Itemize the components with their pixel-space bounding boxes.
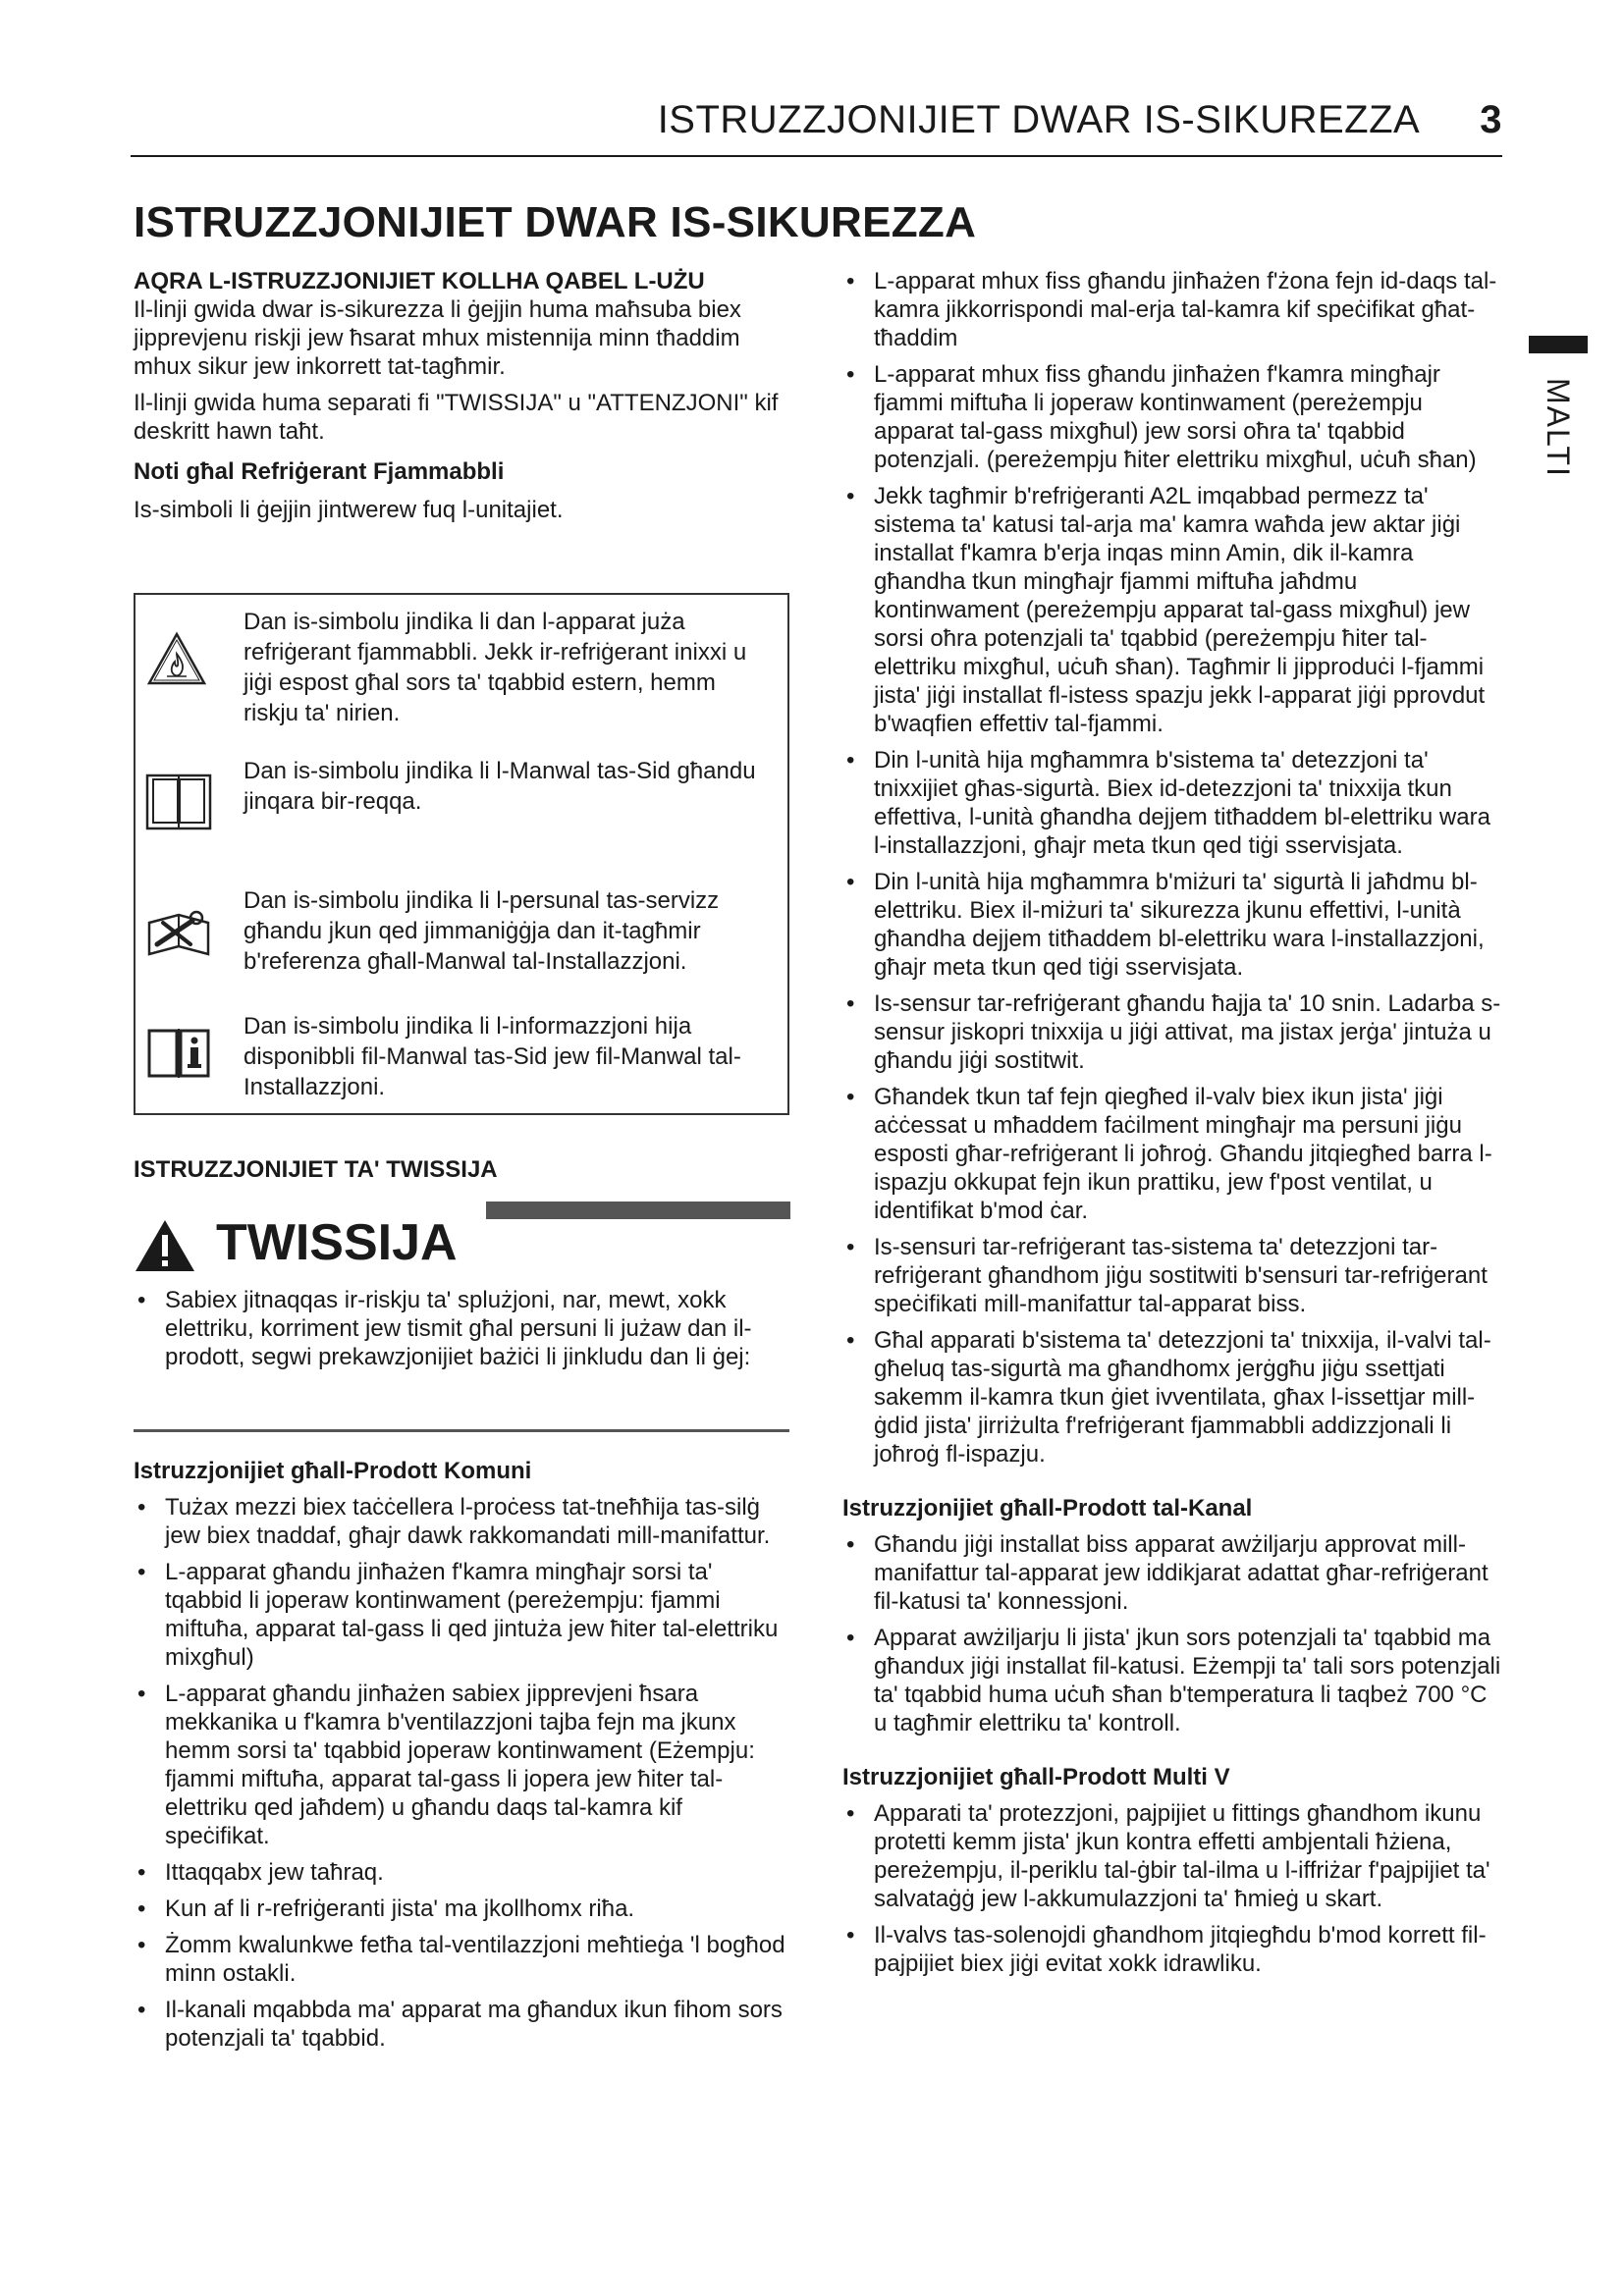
common-heading: Istruzzjonijiet għall-Prodott Komuni: [134, 1458, 532, 1484]
list-item: • Sabiex jitnaqqas ir-riskju ta' splużjoni, nar, mewt, xokk elettriku, korriment jew tismit għal persuni li jużaw dan il-prodott, segwi prekawzjonijiet bażiċi li jinkludu dan li ġej:: [134, 1286, 789, 1371]
list-item: • Ittaqqabx jew taħraq.: [134, 1858, 793, 1887]
right-column: [842, 267, 1506, 1986]
list-item: • Din l-unità hija mgħammra b'sistema ta' detezzjoni ta' tnixxijiet għas-sigurtà. Biex id-detezzjoni ta' tnixxija tkun effettiva, l-unità għandha dejjem titħaddem bl-elettriku wara l-installazzjoni, għajr meta tkun qed tiġi sservisjata.: [842, 746, 1506, 860]
service-tool-icon: [143, 899, 210, 970]
warning-label: TWISSIJA: [216, 1214, 458, 1271]
warning-list: [134, 1286, 789, 1379]
channel-heading: Istruzzjonijiet għall-Prodott tal-Kanal: [842, 1495, 1253, 1522]
list-item: • Is-sensur tar-refriġerant għandu ħajja ta' 10 snin. Ladarba s-sensur jiskopri tnixxija u jiġi attivat, ma jistax jerġa' jintuża u għandu jiġi sostitwit.: [842, 989, 1506, 1075]
intro-paragraph-1: Il-linji gwida dwar is-sikurezza li ġejjin huma maħsuba biex jipprevjenu riskji jew ħsarat mhux mistennija minn tħaddim mhux sikur jew inkorrett tat-tagħmir.: [134, 296, 741, 380]
list-item: • Għandu jiġi installat biss apparat awżiljarju approvat mill-manifattur tal-apparat jew iddikjarat adattat għar-refriġerant fil-katusi ta' konnessjoni.: [842, 1530, 1506, 1616]
symbol-text: Dan is-simbolu jindika li dan l-apparat juża refriġerant fjammabbli. Jekk ir-refriġerant inixxi u jiġi espost għal sors ta' tqabbid estern, hemm riskju ta' nirien.: [244, 609, 747, 726]
list-item: • Apparat awżiljarju li jista' jkun sors potenzjali ta' tqabbid ma għandux jiġi installat fil-katusi. Eżempji ta' tali sors potenzjali ta' tqabbid huma uċuħ sħan b'temperatura li taqbeż 700 °C u tagħmir elettriku ta' kontroll.: [842, 1624, 1506, 1737]
multiv-heading: Istruzzjonijiet għall-Prodott Multi V: [842, 1764, 1230, 1790]
page-title: ISTRUZZJONIJIET DWAR IS-SIKUREZZA: [134, 198, 977, 246]
list-item: • Għandek tkun taf fejn qiegħed il-valv biex ikun jista' jiġi aċċessat u mħaddem faċilment mingħajr ma persuni jiġu esposti għar-refriġerant li joħroġ. Għandu jitqiegħed barra l-ispazju okkupat fejn ikun prattiku, jew f'post ventilat, u identifikat b'mod ċar.: [842, 1083, 1506, 1225]
intro-paragraph-2: Il-linji gwida huma separati fi "TWISSIJA" u "ATTENZJONI" kif deskritt hawn taħt.: [134, 390, 779, 445]
page-number: 3: [1480, 98, 1502, 141]
list-item: • Jekk tagħmir b'refriġeranti A2L imqabbad permezz ta' sistema ta' katusi tal-arja ma' kamra waħda jew aktar jiġi installat f'kamra b'erja inqas minn Amin, dik il-kamra għandha tkun mingħajr fjammi miftuħa jaħdmu kontinwament (pereżempju apparat tal-gass mixgħul) jew sorsi oħra potenzjali ta' tqabbid (pereżempju ħiter tal-elettriku mixgħul, uċuħ sħan). Tagħmir li jipproduċi l-fjammi jista' jiġi installat fl-istess spazju jekk l-apparat jiġi pprovdut b'waqfien effettiv tal-fjammi.: [842, 482, 1506, 738]
flammable-warning-icon: [143, 626, 210, 697]
list-item: • L-apparat għandu jinħażen f'kamra mingħajr sorsi ta' tqabbid li joperaw kontinwament (pereżempju: fjammi miftuħa, apparat tal-gass li qed jintuża jew ħiter tal-elettriku mixgħul): [134, 1558, 793, 1672]
list-item: • Apparati ta' protezzjoni, pajpijiet u fittings għandhom ikunu protetti kemm jista' jkun kontra effetti ambjentali ħżiena, pereżempju, il-periklu tal-ġbir tal-ilma u l-iffriżar f'pajpijiet ta' salvataġġ jew l-akkumulazzjoni ta' ħmieġ u skart.: [842, 1799, 1506, 1913]
warning-header-bar: [486, 1201, 790, 1219]
language-tab-label: MALTI: [1541, 378, 1576, 478]
warning-divider: [134, 1429, 789, 1432]
list-item: • Il-valvs tas-solenojdi għandhom jitqiegħdu b'mod korrett fil-pajpijiet biex jiġi evitat xokk idrawliku.: [842, 1921, 1506, 1978]
list-item: • L-apparat mhux fiss għandu jinħażen f'żona fejn id-daqs tal-kamra jikkorrispondi mal-erja tal-kamra kif speċifikat għat-tħaddim: [842, 267, 1506, 352]
list-item: • Kun af li r-refriġeranti jista' ma jkollhomx riħa.: [134, 1895, 793, 1923]
list-item: • Għal apparati b'sistema ta' detezzjoni ta' tnixxija, il-valvi tal-għeluq tas-sigurtà ma għandhomx jerġgħu jiġu ssettjati sakemm il-kamra tkun ġiet ivventilata, għax l-issettjar mill-ġdid jista' jirriżulta f'refriġerant fjammabbli addizzjonali li joħroġ fl-ispazju.: [842, 1326, 1506, 1468]
info-book-icon: [143, 1017, 210, 1088]
list-item: • L-apparat għandu jinħażen sabiex jipprevjeni ħsara mekkanika u f'kamra b'ventilazzjoni tajba fejn ma jkunx hemm sorsi ta' tqabbid joperaw kontinwament (Eżempju: fjammi miftuħa, apparat tal-gass li jopera jew ħiter tal-elettriku qed jaħdem) u għandu daqs tal-kamra kif speċifikat.: [134, 1680, 793, 1850]
language-tab-bar: [1529, 336, 1588, 353]
list-item: • Żomm kwalunkwe fetħa tal-ventilazzjoni meħtieġa 'l bogħod minn ostakli.: [134, 1931, 793, 1988]
list-item: • Tużax mezzi biex taċċellera l-proċess tat-tneħħija tas-silġ jew biex tnaddaf, għajr dawk rakkomandati mill-manifattur.: [134, 1493, 793, 1550]
header-bar: [658, 98, 1502, 142]
manual-book-icon: [143, 766, 210, 836]
list-item: • L-apparat mhux fiss għandu jinħażen f'kamra mingħajr fjammi miftuħa li joperaw kontinwament (pereżempju apparat tal-gass mixgħul) jew sorsi oħra ta' tqabbid potenzjali. (pereżempju ħiter elettriku mixgħul, uċuħ sħan): [842, 360, 1506, 474]
flammable-note-heading: Noti għal Refriġerant Fjammabbli: [134, 458, 505, 485]
left-column-intro: [134, 267, 793, 532]
intro-heading: AQRA L-ISTRUZZJONIJIET KOLLHA QABEL L-UŻU: [134, 268, 705, 294]
header-title: ISTRUZZJONIJIET DWAR IS-SIKUREZZA: [657, 98, 1418, 141]
flammable-note-text: Is-simboli li ġejjin jintwerew fuq l-unitajiet.: [134, 497, 564, 523]
list-item: • Din l-unità hija mgħammra b'miżuri ta' sigurtà li jaħdmu bl-elettriku. Biex il-miżuri ta' sikurezza jkunu effettivi, l-unità għandha dejjem titħaddem bl-elettriku wara l-installazzjoni, għajr meta tkun qed tiġi sservisjata.: [842, 868, 1506, 982]
symbol-text: Dan is-simbolu jindika li l-persunal tas-servizz għandu jkun qed jimmaniġġja dan it-tagħmir b'referenza għall-Manwal tal-Installazzjoni.: [244, 887, 720, 975]
common-product-section: [134, 1457, 793, 2060]
list-item: • Is-sensuri tar-refriġerant tas-sistema ta' detezzjoni tar-refriġerant għandhom jiġu sostitwiti b'sensuri tar-refriġerant speċifikati mill-manifattur tal-apparat biss.: [842, 1233, 1506, 1318]
warning-section-heading: ISTRUZZJONIJIET TA' TWISSIJA: [134, 1156, 498, 1183]
symbol-text: Dan is-simbolu jindika li l-informazzjoni hija disponibbli fil-Manwal tas-Sid jew fil-Manwal tal-Installazzjoni.: [244, 1013, 741, 1100]
warning-triangle-icon: [134, 1217, 196, 1274]
header-rule: [131, 155, 1502, 157]
symbol-text: Dan is-simbolu jindika li l-Manwal tas-Sid għandu jinqara bir-reqqa.: [244, 758, 756, 815]
symbols-box: [134, 593, 789, 1115]
list-item: • Il-kanali mqabbda ma' apparat ma għandux ikun fihom sors potenzjali ta' tqabbid.: [134, 1996, 793, 2053]
